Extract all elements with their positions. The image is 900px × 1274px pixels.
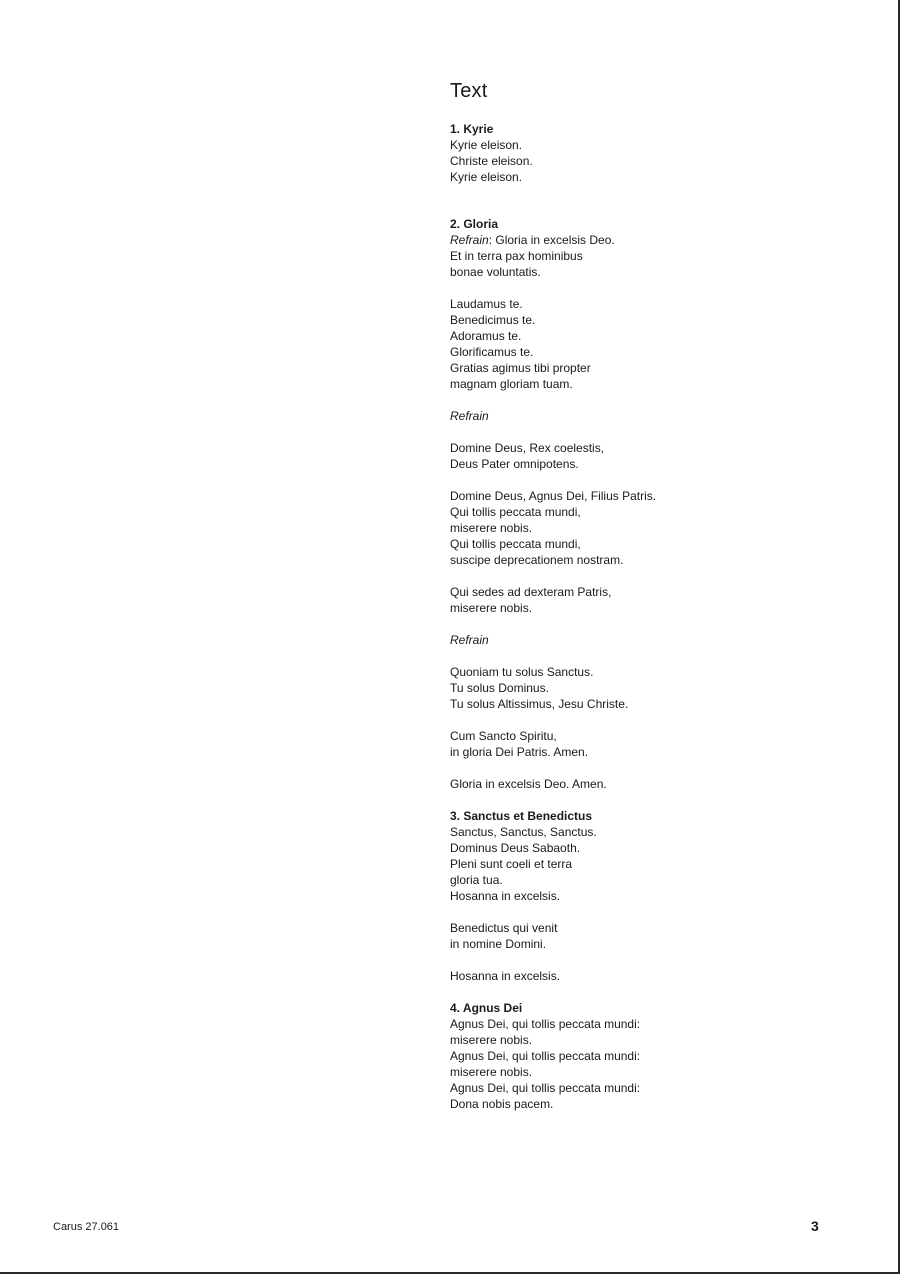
verse-line: in gloria Dei Patris. Amen. (450, 745, 589, 759)
verse-line: Benedictus qui venit (450, 921, 558, 935)
section-title: 2. Gloria (450, 217, 499, 231)
verse-line: gloria tua. (450, 873, 503, 887)
verse-line: Qui tollis peccata mundi, (450, 505, 581, 519)
verse-line: Agnus Dei, qui tollis peccata mundi: (450, 1049, 641, 1063)
verse-line: Hosanna in excelsis. (450, 889, 561, 903)
verse-line: Christe eleison. (450, 154, 533, 168)
section-agnus-dei (450, 1000, 870, 1112)
refrain-marker: Refrain (450, 409, 489, 423)
section-kyrie (450, 121, 870, 185)
verse-line: Kyrie eleison. (450, 170, 523, 184)
section-sanctus (450, 808, 870, 984)
verse-line: Et in terra pax hominibus (450, 249, 583, 263)
verse-line: miserere nobis. (450, 1033, 533, 1047)
verse-line: miserere nobis. (450, 521, 533, 535)
verse-line: in nomine Domini. (450, 937, 547, 951)
page-title: Text (450, 80, 488, 102)
verse-line: Tu solus Altissimus, Jesu Christe. (450, 697, 629, 711)
verse-line: magnam gloriam tuam. (450, 377, 573, 391)
verse-line: Gratias agimus tibi propter (450, 361, 591, 375)
verse-line: Agnus Dei, qui tollis peccata mundi: (450, 1017, 641, 1031)
verse-line: Pleni sunt coeli et terra (450, 857, 573, 871)
verse-line: miserere nobis. (450, 601, 533, 615)
verse-line: Dona nobis pacem. (450, 1097, 554, 1111)
verse-line: Sanctus, Sanctus, Sanctus. (450, 825, 597, 839)
section-title: 1. Kyrie (450, 122, 494, 136)
refrain-text: : Gloria in excelsis Deo. (488, 233, 615, 247)
section-spacer (450, 792, 870, 808)
verse-line: Domine Deus, Agnus Dei, Filius Patris. (450, 489, 657, 503)
verse-line: Domine Deus, Rex coelestis, (450, 441, 605, 455)
verse-line: Qui tollis peccata mundi, (450, 537, 581, 551)
verse-line: Qui sedes ad dexteram Patris, (450, 585, 612, 599)
catalog-number: Carus 27.061 (53, 1221, 120, 1233)
refrain-label: Refrain (450, 233, 489, 247)
verse-line: Tu solus Dominus. (450, 681, 549, 695)
verse-line: Laudamus te. (450, 297, 523, 311)
verse-line: suscipe deprecationem nostram. (450, 553, 624, 567)
verse-line: Benedicimus te. (450, 313, 536, 327)
text-column (450, 78, 870, 1112)
section-spacer (450, 185, 870, 216)
verse-line: Kyrie eleison. (450, 138, 523, 152)
verse-line: Quoniam tu solus Sanctus. (450, 665, 594, 679)
verse-line: Agnus Dei, qui tollis peccata mundi: (450, 1081, 641, 1095)
refrain-marker: Refrain (450, 633, 489, 647)
verse-line: Hosanna in excelsis. (450, 969, 561, 983)
verse-line: Glorificamus te. (450, 345, 534, 359)
verse-line: miserere nobis. (450, 1065, 533, 1079)
verse-line: Dominus Deus Sabaoth. (450, 841, 581, 855)
section-title: 4. Agnus Dei (450, 1001, 523, 1015)
verse-line: Cum Sancto Spiritu, (450, 729, 557, 743)
verse-line: Gloria in excelsis Deo. Amen. (450, 777, 607, 791)
verse-line: Adoramus te. (450, 329, 522, 343)
refrain-line (450, 232, 870, 248)
verse-line: bonae voluntatis. (450, 265, 541, 279)
section-title: 3. Sanctus et Benedictus (450, 809, 593, 823)
verse-line: Deus Pater omnipotens. (450, 457, 579, 471)
page-number: 3 (811, 1218, 819, 1234)
section-gloria (450, 216, 870, 792)
section-spacer (450, 984, 870, 1000)
